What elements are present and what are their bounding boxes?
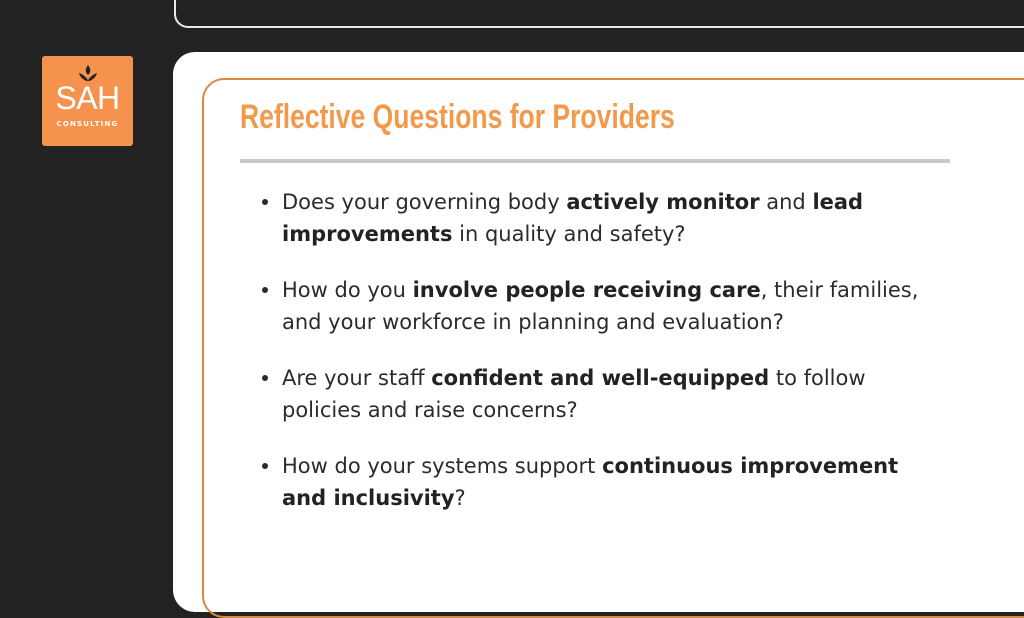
list-item: How do you involve people receiving care, their families, and your workforce in planning and evaluation?: [262, 274, 942, 338]
bullet-dot: [262, 199, 268, 205]
top-frame: [174, 0, 1024, 28]
title-divider: [240, 159, 950, 163]
slide-title: Reflective Questions for Providers: [240, 98, 675, 136]
bullet-dot: [262, 375, 268, 381]
list-item: Does your governing body actively monitor and lead improvements in quality and safety?: [262, 186, 942, 250]
list-item: How do your systems support continuous improvement and inclusivity?: [262, 450, 942, 514]
brand-tagline: CONSULTING: [56, 120, 119, 128]
brand-logo: [42, 56, 133, 146]
question-list: [262, 186, 942, 538]
bullet-dot: [262, 463, 268, 469]
brand-name: SAH: [55, 80, 120, 116]
bullet-dot: [262, 287, 268, 293]
list-item: Are your staff confident and well-equipped to follow policies and raise concerns?: [262, 362, 942, 426]
